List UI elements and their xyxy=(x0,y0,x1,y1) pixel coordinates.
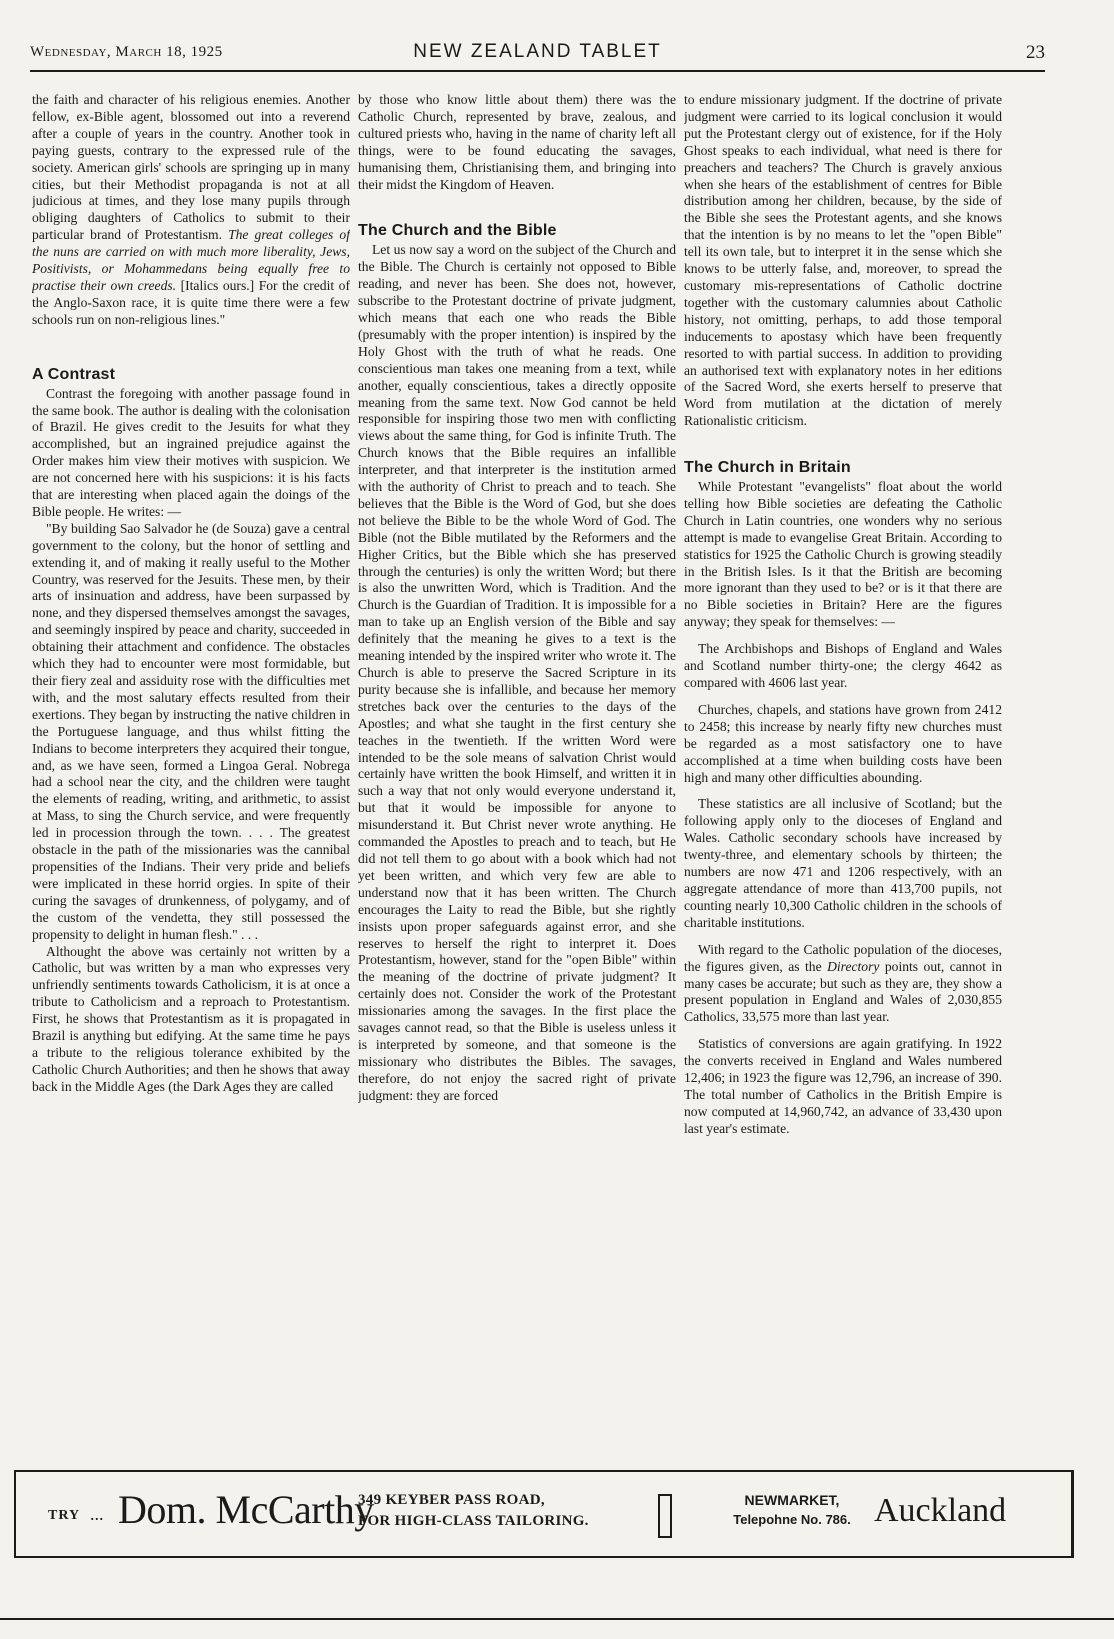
section-heading-a-contrast: A Contrast xyxy=(32,365,116,383)
bottom-rule xyxy=(0,1618,1114,1620)
ad-tagline: FOR HIGH-CLASS TAILORING. xyxy=(358,1513,589,1529)
ad-telephone: Telepohne No. 786. xyxy=(733,1512,851,1527)
masthead xyxy=(30,40,1045,72)
column-3 xyxy=(684,92,1002,1497)
paragraph: The Archbishops and Bishops of England and Wales and Scotland number thirty-one; the clergy 4642 as compared with 4606 last year. xyxy=(684,641,1002,690)
quoted-paragraph: "By building Sao Salvador he (de Souza) gave a central government to the colony, but the honor of settling and extending it, and of making it really useful to the Mother Country, was reserved for the Jesuits. These men, by their arts of insinuation and address, have been surpassed by none, and they dispersed themselves amongst the savages, and seemingly inspired by peace and charity, succeeded in obtaining their attachment and confidence. The obstacles which they had to encounter were most formidable, but their fiery zeal and assiduity rose with the difficulties met with, and the most salutary effects resulted from their exertions. They began by instructing the native children in the Portuguese language, and thus whilst fitting the Indians to become interpreters they acquired their tongue, and, as we have seen, formed a Lingoa Geral. Nobrega had a school near the city, and the children were taught the elements of reading, writing, and arithmetic, to assist at Mass, to sing the Church service, and were frequently led in procession through the town. . . . The greatest obstacle in the path of the missionaries was the cannibal propensities of the Indians. Their very pride and beliefs were implicated in these horrid orgies. In spite of their curing the savages of drunkenness, of polygamy, and of the custom of the vendetta, they still possessed the propensity to delight in human flesh." . . . xyxy=(32,520,350,942)
paragraph: to endure missionary judgment. If the doctrine of private judgment were carried to its logical conclusion it would put the Protestant clergy out of existence, for if the Holy Ghost speaks to each individual, what need is there for preachers and teachers? The Church is gravely anxious when she hears of the establishment of centres for Bible distribution among her children, because, by the side of the Bible she sees the Protestant agents, and she knows that the intention is by no means to let the "open Bible" tell its own tale, but to interpret it in the sense which she knows to be utterly false, and, moreover, to spread the customary mis-representations of Catholic doctrine together with the customary calumnies about Catholic history, not omitting, perhaps, to add those temporal inducements to apostasy which have been frequently resorted to with partial success. In addition to providing an authorised text with explanatory notes in her editions of the Sacred Word, she exerts herself to preserve that Word from mutilation at the dictation of merely Rationalistic criticism. xyxy=(684,92,1002,429)
paragraph: These statistics are all inclusive of Scotland; but the following apply only to the dioceses of England and Wales. Catholic secondary schools have increased by twenty-three, and elementary schools by thirteen; the numbers are now 471 and 1206 respectively, with an aggregate attendance of more than 413,700 pupils, not counting nearly 10,300 Catholic children in the schools of charitable institutions. xyxy=(684,796,1002,930)
body-text: points out, cannot in many cases be accurate; but such as they are, they show a present population in England and Wales of 2,030,855 Catholics, 33,575 more than last year. xyxy=(684,958,1002,1025)
ad-ellipsis: ... xyxy=(90,1504,104,1524)
ad-city: Auckland xyxy=(874,1492,1007,1529)
italic-title: Directory xyxy=(827,958,880,974)
ad-address-line: 349 KEYBER PASS ROAD, xyxy=(358,1492,545,1508)
advertisement xyxy=(14,1470,1074,1558)
ad-suburb: NEWMARKET, xyxy=(744,1492,840,1508)
paragraph: While Protestant "evangelists" float about the world telling how Bible societies are defeating the Catholic Church in Latin countries, one wonders why no serious attempt is made to evangelise Great Britain. According to statistics for 1925 the Catholic Church is growing steadily in the British Isles. Is it that the British are becoming more ignorant than they used to be? or is it that there are no Bible societies in Britain? Here are the figures anyway; they speak for themselves: — xyxy=(684,479,1002,630)
ad-address xyxy=(358,1490,608,1532)
section-heading-church-in-britain: The Church in Britain xyxy=(684,459,851,477)
body-text: With regard to the Catholic population of the dioceses, the figures given, as the xyxy=(684,941,1002,974)
body-text: the faith and character of his religious enemies. Another fellow, ex-Bible agent, blossomed out into a reverend after a couple of years in the country. Another took in paying guests, contrary to the expressed rule of the society. American girls' schools are springing up in many cities, but their Methodist propaganda is not at all judicious at times, and they lose many pupils through obliging daughters of Catholics to submit to their particular brand of Protestantism. xyxy=(32,92,350,243)
ad-try-label: TRY xyxy=(48,1508,81,1523)
column-2 xyxy=(358,92,676,1497)
issue-date: Wednesday, March 18, 1925 xyxy=(30,44,223,60)
publication-title: NEW ZEALAND TABLET xyxy=(413,41,662,62)
ad-location xyxy=(722,1490,862,1530)
paragraph: Let us now say a word on the subject of the Church and the Bible. The Church is certainly not opposed to Bible reading, and never has been. She does not, however, subscribe to the Protestant doctrine of private judgment, which means that each one who reads the Bible (presumably with the proper intention) is inspired by the Holy Ghost with the truth of what he reads. One conscientious man takes one meaning from a text, while another, equally conscientious, takes a directly opposite meaning from the same text. Now God cannot be held responsible for inspiring those two men with conflicting views about the same thing, for God is infinite Truth. The Church knows that the Bible requires an infallible interpreter, and that interpreter is the institution armed with the authority of Christ to preach and to teach. She believes that the Bible is the Word of God, but she does not believe the Bible to be the whole Word of God. The Bible (not the Bible mutilated by the Reformers and the Higher Critics, but the Bible which she has preserved through the centuries) is only the written Word; but there is also the unwritten Word, which is Tradition. And the Church is the Guardian of Tradition. It is impossible for a man to take up an English version of the Bible and say definitely that the meaning he gives to a text is the meaning intended by the inspired writer who wrote it. The Church is able to preserve the Sacred Scripture in its purity because she is infallible, and because her memory stretches back over the centuries to the days of the Apostles; and what she taught in the first century she teaches in the twentieth. If the written Word were intended to be the sole means of salvation Christ would certainly have written the book Himself, and written it in such a way that not only would everyone understand it, but that it would be impossible for anyone to misunderstand it. But Christ never wrote anything. He commanded the Apostles to preach and to teach, but He did not tell them to go about with a book which had not yet been written, and which very few are able to understand now that it has been written. The Church encourages the Laity to read the Bible, but she rightly insists upon proper safeguards against error, and she reserves to herself the right to interpret it. Does Protestantism, however, stand for the "open Bible" within the meaning of the doctrine of private judgment? It certainly does not. Consider the work of the Protestant missionaries among the savages. In the first place the savages cannot read, so that the Bible is useless unless it is interpreted by someone, and that someone is the missionary who distributes the Bibles. The savages, therefore, do not enjoy the sacred right of private judgment: they are forced xyxy=(358,242,676,1103)
paragraph: by those who know little about them) there was the Catholic Church, represented by brave, zealous, and cultured priests who, having in the name of charity left all things, were to be found educating the savages, humanising them, Christianising them, and bringing into their midst the Kingdom of Heaven. xyxy=(358,92,676,192)
ad-business-name: Dom. McCarthy xyxy=(118,1487,374,1532)
column-1 xyxy=(32,92,350,1497)
paragraph: Churches, chapels, and stations have grown from 2412 to 2458; this increase by nearly fifty new churches must be regarded as a most satisfactory one to have accomplished at a time when building costs have been high and many other difficulties abounding. xyxy=(684,701,1002,785)
paragraph: Contrast the foregoing with another passage found in the same book. The author is dealing with the colonisation of Brazil. He gives credit to the Jesuits for what they accomplished, but an ingrained prejudice against the Order makes him view their motives with suspicion. We are not concerned here with his suspicions: it is his facts that are interesting when placed again the doings of the Bible people. He writes: — xyxy=(32,385,350,519)
italic-quote: The great colleges of the nuns are carried on with much more liberality, Jews, Positivists, or Mohammedans being equally free to practise their own creeds. xyxy=(32,227,350,293)
paragraph: Althought the above was certainly not written by a Catholic, but was written by a man who expresses very unfriendly sentiments towards Catholicism, it is at once a tribute to Catholicism and a reproach to Protestantism. First, he shows that Protestantism as it is propagated in Brazil is anything but edifying. At the same time he pays a tribute to the religious tolerance exhibited by the Catholic Church Authorities; and then he shows that away back in the Middle Ages (the Dark Ages they are called xyxy=(32,943,350,1094)
paragraph xyxy=(684,942,1002,1027)
page-number: 23 xyxy=(1026,42,1045,63)
paragraph xyxy=(32,92,350,329)
paragraph: Statistics of conversions are again gratifying. In 1922 the converts received in England and Wales numbered 12,406; in 1923 the figure was 12,796, an increase of 390. The total number of Catholics in the British Empire is now computed at 14,960,742, an advance of 33,430 upon last year's estimate. xyxy=(684,1036,1002,1136)
body-text: [Italics ours.] For the credit of the Anglo-Saxon race, it is quite time there were a few schools run on non-religious lines." xyxy=(32,277,350,327)
section-heading-church-and-bible: The Church and the Bible xyxy=(358,222,557,240)
ad-divider-box xyxy=(658,1494,672,1538)
